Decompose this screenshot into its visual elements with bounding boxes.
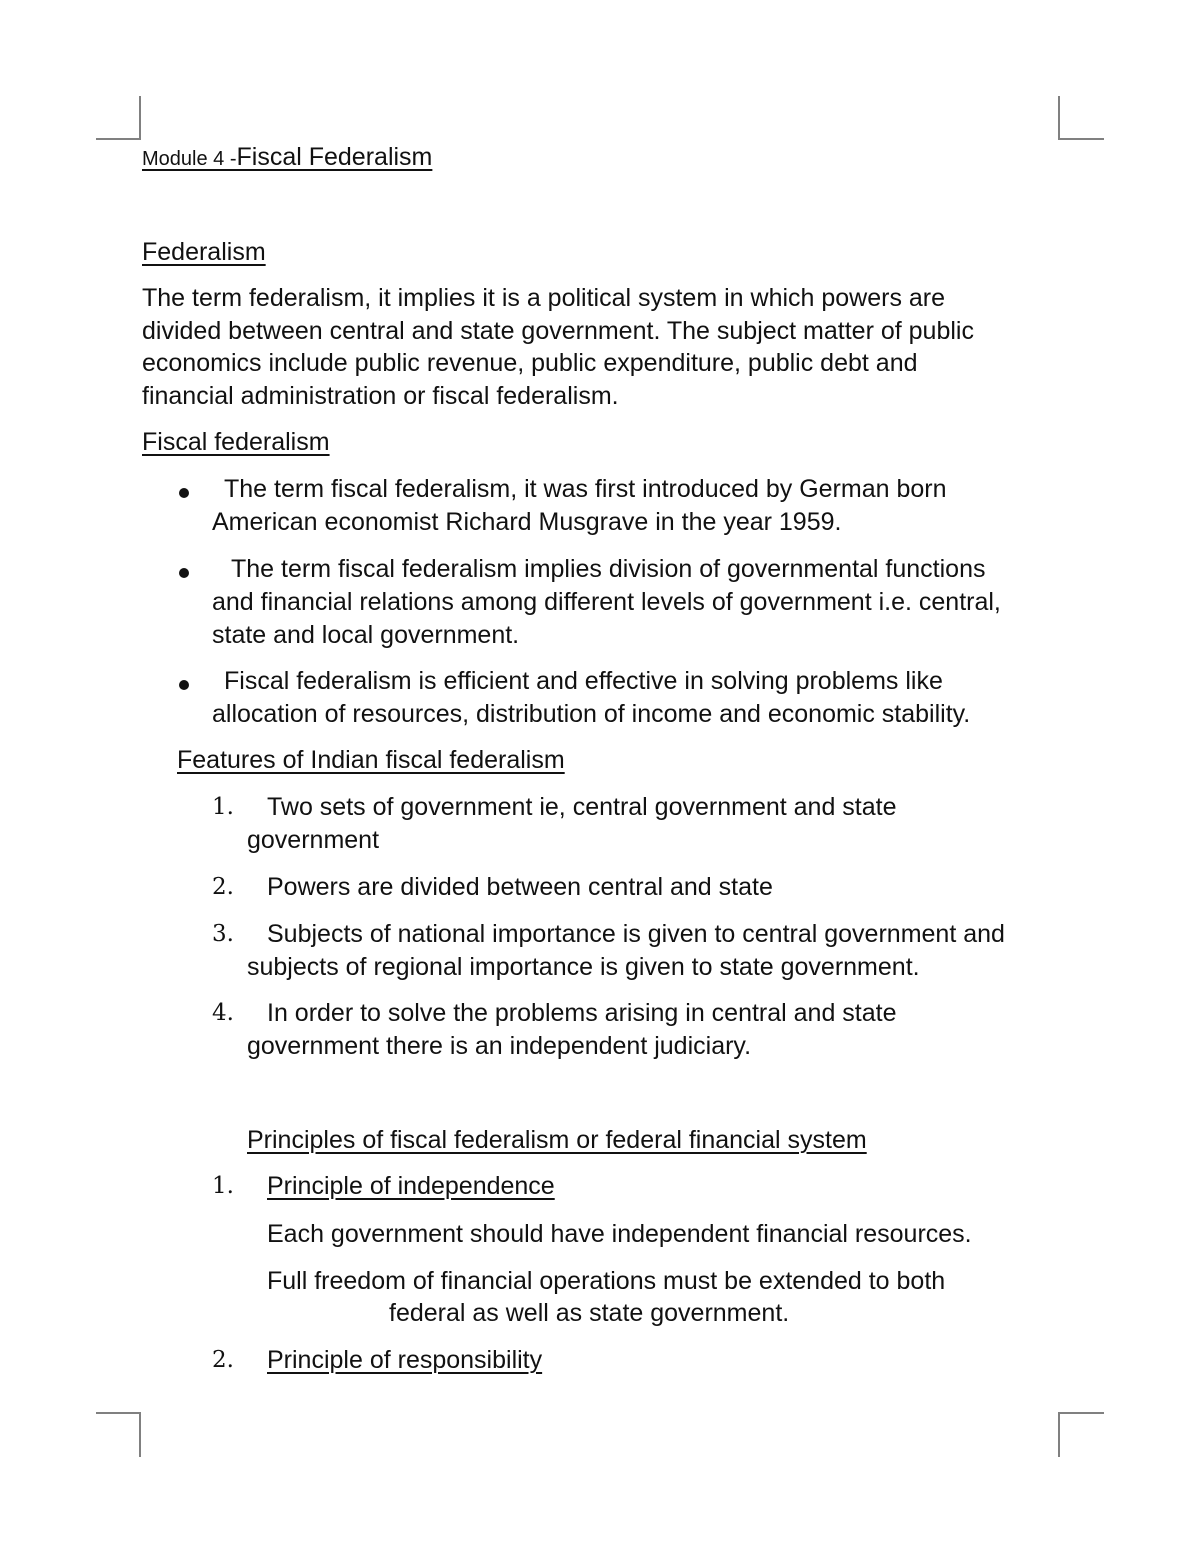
feature-line: Subjects of national importance is given to central government and (267, 920, 1005, 948)
bullet-dot (179, 568, 189, 578)
feature-line: In order to solve the problems arising in central and state (267, 999, 897, 1027)
title-main: Fiscal Federalism (236, 143, 433, 171)
feature-line: Two sets of government ie, central government and state (267, 793, 897, 821)
bullet-dot (179, 680, 189, 690)
fiscal-federalism-heading: Fiscal federalism (142, 428, 330, 456)
federalism-line: economics include public revenue, public expenditure, public debt and (142, 349, 918, 377)
feature-line: subjects of regional importance is given to state government. (247, 953, 920, 981)
title-prefix: Module 4 - (142, 148, 237, 170)
list-number: 1. (212, 794, 234, 820)
principle-paragraph: Each government should have independent financial resources. (267, 1220, 972, 1248)
principle-title: Principle of responsibility (267, 1346, 543, 1374)
bullet-dot (179, 488, 189, 498)
feature-line: government (247, 826, 380, 854)
bullet-line: allocation of resources, distribution of income and economic stability. (212, 700, 971, 728)
bullet-line: Fiscal federalism is efficient and effective in solving problems like (224, 667, 943, 695)
feature-line: government there is an independent judiciary. (247, 1032, 752, 1060)
principle-title: Principle of independence (267, 1172, 555, 1200)
bullet-line: The term fiscal federalism, it was first introduced by German born (224, 475, 947, 503)
principles-heading: Principles of fiscal federalism or federal financial system (247, 1126, 867, 1154)
federalism-heading: Federalism (142, 238, 266, 266)
list-number: 2. (212, 1347, 234, 1373)
page-title (142, 141, 432, 176)
bullet-line: and financial relations among different levels of government i.e. central, (212, 588, 1001, 616)
list-number: 4. (212, 1000, 234, 1026)
principle-paragraph: Full freedom of financial operations must be extended to both (267, 1267, 946, 1295)
principle-paragraph: federal as well as state government. (389, 1299, 790, 1327)
bullet-line: The term fiscal federalism implies division of governmental functions (231, 555, 986, 583)
list-number: 2. (212, 874, 234, 900)
federalism-line: The term federalism, it implies it is a political system in which powers are (142, 284, 946, 312)
list-number: 1. (212, 1173, 234, 1199)
federalism-line: divided between central and state government. The subject matter of public (142, 317, 974, 345)
features-heading: Features of Indian fiscal federalism (177, 746, 565, 774)
list-number: 3. (212, 921, 234, 947)
bullet-line: American economist Richard Musgrave in the year 1959. (212, 508, 842, 536)
federalism-line: financial administration or fiscal federalism. (142, 382, 619, 410)
bullet-line: state and local government. (212, 621, 520, 649)
feature-line: Powers are divided between central and state (267, 873, 773, 901)
